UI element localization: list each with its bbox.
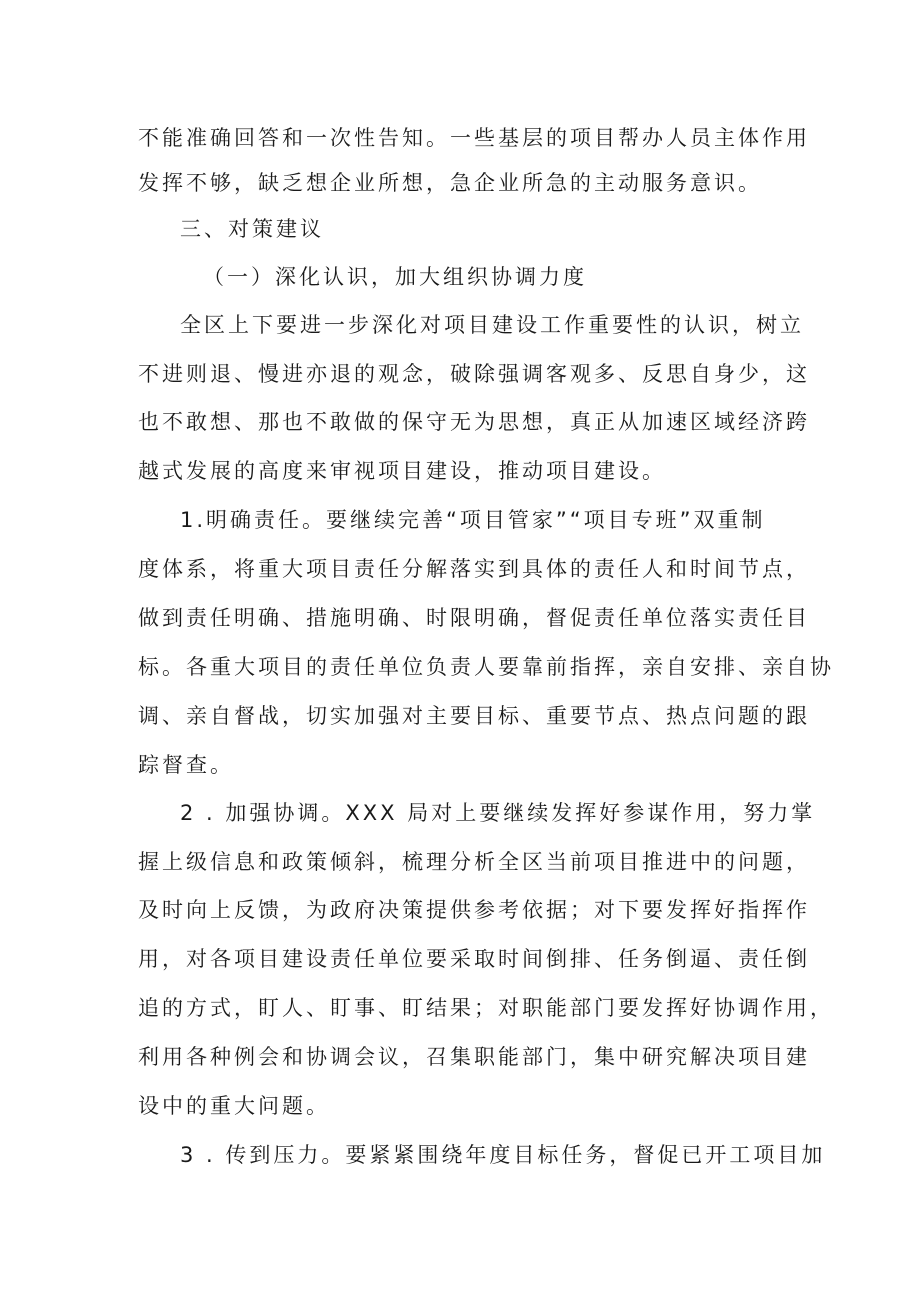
text-line: 不能准确回答和一次性告知。一些基层的项目帮办人员主体作用 bbox=[138, 126, 810, 150]
section-heading: 三、对策建议 bbox=[180, 217, 324, 241]
subsection-heading: （一）深化认识，加大组织协调力度 bbox=[203, 265, 587, 289]
text-line: 及时向上反馈，为政府决策提供参考依据；对下要发挥好指挥作 bbox=[138, 898, 810, 922]
text-line: 越式发展的高度来审视项目建设，推动项目建设。 bbox=[138, 459, 666, 483]
list-item-start-line: 1.明确责任。要继续完善“项目管家”“项目专班”双重制 bbox=[180, 508, 766, 532]
text-line: 踪督查。 bbox=[138, 753, 234, 777]
text-line: 做到责任明确、措施明确、时限明确，督促责任单位落实责任目 bbox=[138, 606, 810, 630]
text-line: 利用各种例会和协调会议，召集职能部门，集中研究解决项目建 bbox=[138, 1045, 810, 1069]
text-line: 追的方式，盯人、盯事、盯结果；对职能部门要发挥好协调作用， bbox=[138, 996, 834, 1020]
text-line: 发挥不够，缺乏想企业所想，急企业所急的主动服务意识。 bbox=[138, 171, 762, 195]
text-line: 握上级信息和政策倾斜，梳理分析全区当前项目推进中的问题， bbox=[138, 850, 810, 874]
text-line: 用，对各项目建设责任单位要采取时间倒排、任务倒逼、责任倒 bbox=[138, 947, 810, 971]
text-line: 不进则退、慢进亦退的观念，破除强调客观多、反思自身少，这 bbox=[138, 362, 810, 386]
paragraph-start-line: 全区上下要进一步深化对项目建设工作重要性的认识，树立 bbox=[180, 313, 804, 337]
text-line: 设中的重大问题。 bbox=[138, 1094, 330, 1118]
text-line: 也不敢想、那也不敢做的保守无为思想，真正从加速区域经济跨 bbox=[138, 410, 810, 434]
list-item-start-line: 2 . 加强协调。XXX 局对上要继续发挥好参谋作用，努力掌 bbox=[180, 801, 816, 825]
text-line: 调、亲自督战，切实加强对主要目标、重要节点、热点问题的跟 bbox=[138, 704, 810, 728]
list-item-start-line: 3 . 传到压力。要紧紧围绕年度目标任务，督促已开工项目加 bbox=[180, 1143, 826, 1167]
text-line: 标。各重大项目的责任单位负责人要靠前指挥，亲自安排、亲自协 bbox=[138, 655, 834, 679]
text-line: 度体系，将重大项目责任分解落实到具体的责任人和时间节点， bbox=[138, 557, 810, 581]
